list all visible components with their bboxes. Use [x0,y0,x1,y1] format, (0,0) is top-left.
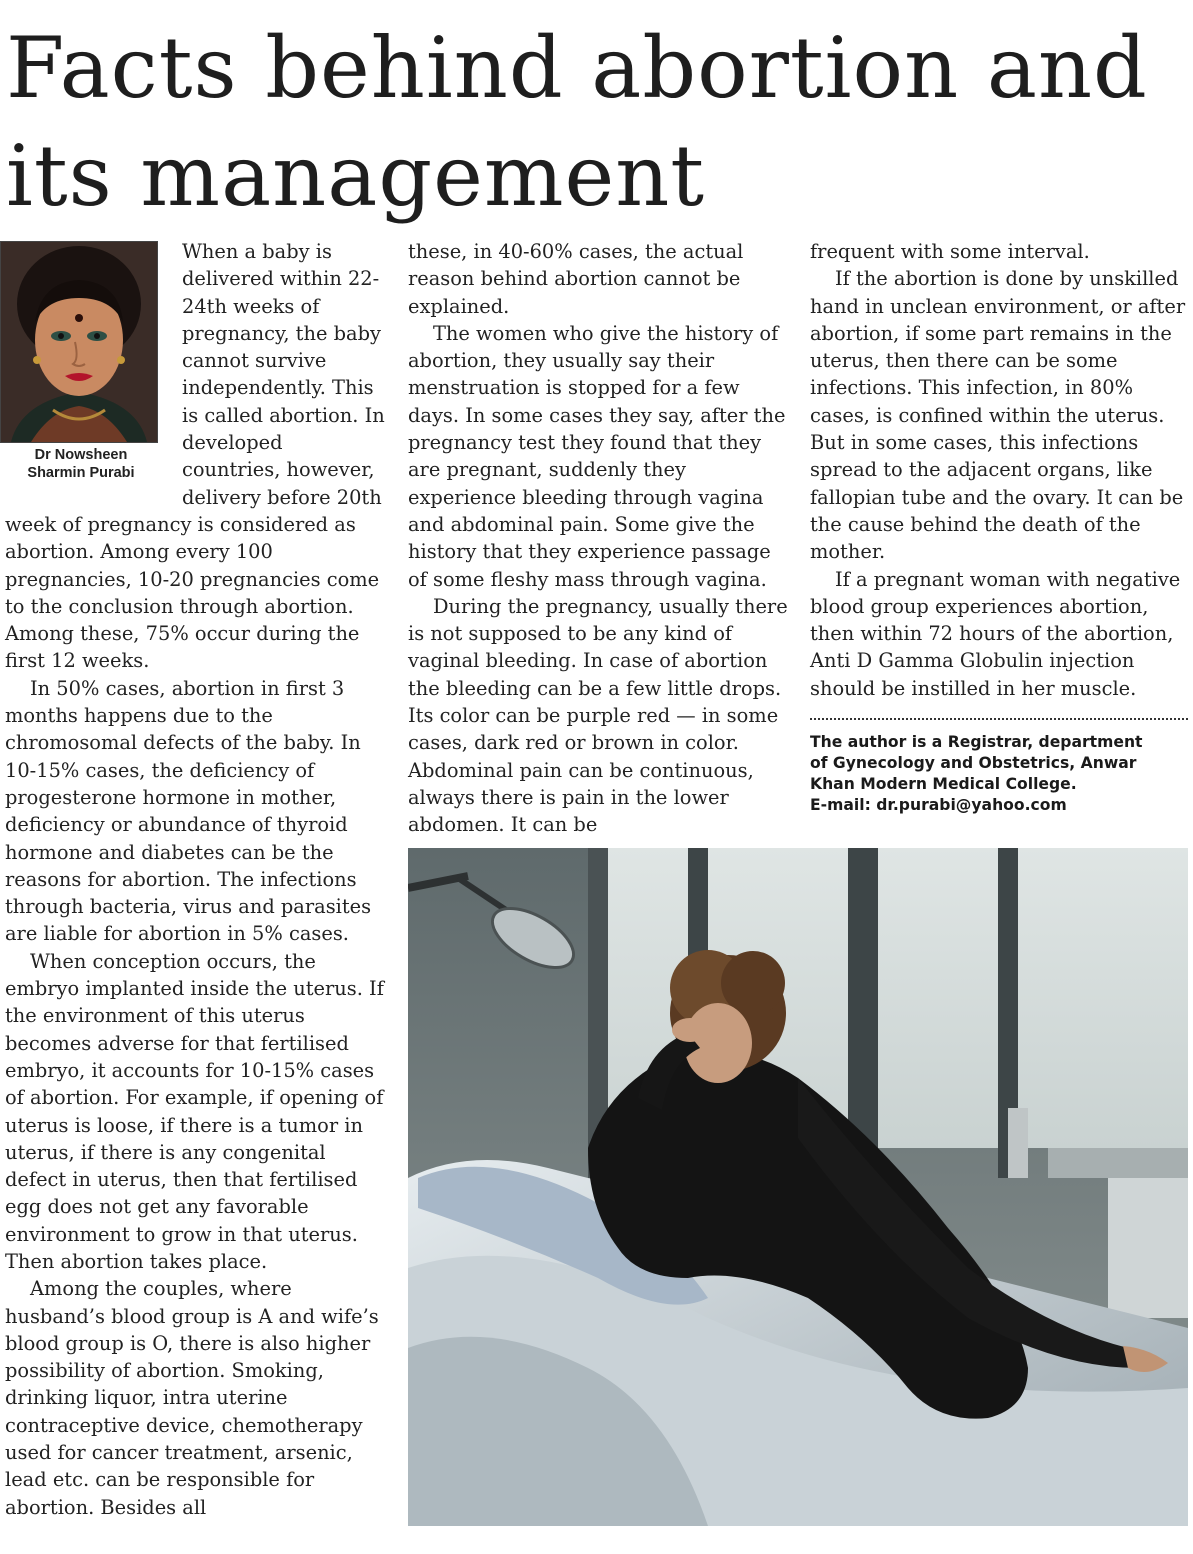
article-column-3 [810,238,1188,816]
article-column-2 [408,238,793,839]
col3-text [810,238,1188,702]
col3-paragraph-1: frequent with some interval. [810,240,1090,263]
headline [6,14,1186,230]
col1-paragraph-3: When conception occurs, the embryo implanted inside the uterus. If the environment of this uterus becomes adverse for that fertilised embryo, it accounts for 10-15% cases of abortion. For example, if opening of uterus is loose, if there is a tumor in uterus, if there is any congenital defect in uterus, then that fertilised egg does not get any favorable environment to grow in that uterus. Then abortion takes place. [5,949,384,1273]
dotted-divider [810,718,1188,720]
author-note-line-2: of Gynecology and Obstetrics, Anwar [810,754,1137,773]
portrait-caption-line-2: Sharmin Purabi [27,465,135,481]
col2-paragraph-3: During the pregnancy, usually there is not supposed to be any kind of vaginal bleeding. In case of abortion the bleeding can be a few little drops. Its color can be purple red — in some cases, dark red or brown in color. Abdominal pain can be continuous, always there is pain in the lower abdomen. It can be [408,594,788,837]
author-note-line-4: E-mail: dr.purabi@yahoo.com [810,796,1067,815]
portrait-caption-line-1: Dr Nowsheen [34,447,128,463]
author-portrait [0,241,162,482]
headline-line-2: its management [6,127,706,225]
col1-paragraph-1: When a baby is delivered within 22-24th weeks of pregnancy, the baby cannot survive independently. This is called abortion. In developed countries, however, delivery before 20th week of pregnancy is considered as abortion. Among every 100 pregnancies, 10-20 pregnancies come to the conclusion through abortion. Among these, 75% occur during the first 12 weeks. [5,240,385,673]
col3-paragraph-3: If a pregnant woman with negative blood group experiences abortion, then within 72 hours of the abortion, Anti D Gamma Globulin injection should be instilled in her muscle. [810,567,1181,700]
author-note [810,732,1188,816]
col1-paragraph-2: In 50% cases, abortion in first 3 months happens due to the chromosomal defects of the baby. In 10-15% cases, the deficiency of progesterone hormone in mother, deficiency or abundance of thyroid hormone and diabetes can be the reasons for abortion. The infections through bacteria, virus and parasites are liable for abortion in 5% cases. [5,676,372,946]
article-column-1 [5,238,385,1521]
col1-paragraph-4: Among the couples, where husband’s blood group is A and wife’s blood group is O, there is also higher possibility of abortion. Smoking, drinking liquor, intra uterine contraceptive device, chemotherapy used for cancer treatment, arsenic, lead etc. can be responsible for abortion. Besides all [5,1277,379,1519]
author-photo-illustration [1,242,157,442]
headline-line-1: Facts behind abortion and [6,19,1148,117]
author-photo [0,241,158,443]
article-photo [408,848,1188,1526]
hospital-bed-photo [408,848,1188,1526]
col2-paragraph-2: The women who give the history of abortion, they usually say their menstruation is stopped for a few days. In some cases they say, after the pregnancy test they found that they are pregnant, suddenly they experience bleeding through vagina and abdominal pain. Some give the history that they experience passage of some fleshy mass through vagina. [408,321,786,591]
author-note-line-3: Khan Modern Medical College. [810,775,1077,794]
portrait-caption [0,446,162,482]
author-note-line-1: The author is a Registrar, department [810,733,1143,752]
col2-paragraph-1: these, in 40-60% cases, the actual reason behind abortion cannot be explained. [408,240,744,318]
col3-paragraph-2: If the abortion is done by unskilled hand in unclean environment, or after abortion, if some part remains in the uterus, then there can be some infections. This infection, in 80% cases, is confined within the uterus. But in some cases, this infections spread to the adjacent organs, like fallopian tube and the ovary. It can be the cause behind the death of the mother. [810,267,1186,564]
